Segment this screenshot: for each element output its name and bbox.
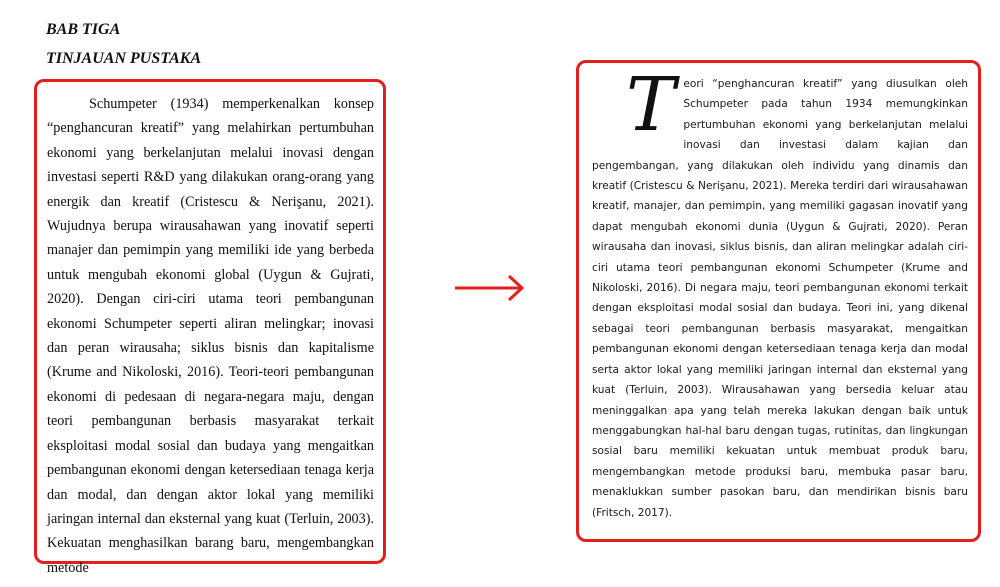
chapter-heading: BAB TIGA (46, 21, 121, 38)
rewritten-text-box (576, 60, 981, 542)
right-arrow-icon (453, 272, 527, 304)
rewritten-body: eori “penghancuran kreatif” yang diusulkan oleh Schumpeter pada tahun 1934 memungkinkan pertumbuhan ekonomi yang berkelanjutan melalui inovasi dan investasi dalam kajian dan pengembangan, yang dilakukan oleh individu yang dinamis dan kreatif (Cristescu & Nerişanu, 2021). Mereka terdiri dari wirausahawan kreatif, manajer, dan pemimpin, yang memiliki gagasan inovatif yang dapat mengubah ekonomi dunia (Uygun & Gujrati, 2020). Peran wirausaha dan inovasi, siklus bisnis, dan aliran melingkar adalah ciri-ciri utama teori pembangunan ekonomi Schumpeter (Krume and Nikoloski, 2016). Di negara maju, teori pembangunan ekonomi terkait dengan eksploitasi modal sosial dan budaya. Teori ini, yang dikenal sebagai teori pembangunan berbasis masyarakat, mengaitkan pembangunan ekonomi dengan ketersediaan tenaga kerja dan modal serta aktor lokal yang memiliki jaringan internal dan eksternal yang kuat (Terluin, 2003). Wirausahawan yang bersedia keluar atau meninggalkan apa yang telah mereka lakukan dengan baik untuk menggabungkan hal-hal baru dengan tugas, rutinitas, dan lingkungan sosial baru memiliki kekuatan untuk membuat produk baru, mengembangkan metode produksi baru, membuka pasar baru, menaklukkan sumber pasokan baru, dan mendirikan bisnis baru (Fritsch, 2017). (592, 78, 968, 519)
original-paragraph: Schumpeter (1934) memperkenalkan konsep “penghancuran kreatif” yang melahirkan pertumbuhan ekonomi yang berkelanjutan melalui inovasi dengan investasi seperti R&D yang dilakukan orang-orang yang energik dan kreatif (Cristescu & Nerişanu, 2021). Wujudnya berupa wirausahawan yang inovatif seperti manajer dan pemimpin yang memiliki ide yang berbeda untuk mengubah ekonomi global (Uygun & Gujrati, 2020). Dengan ciri-ciri utama teori pembangunan ekonomi Schumpeter seperti aliran melingkar; inovasi dan peran wirausaha; siklus bisnis dan kapitalisme (Krume and Nikoloski, 2016). Teori-teori pembangunan ekonomi di pedesaan di negara-negara maju, dengan teori pembangunan berbasis masyarakat terkait eksploitasi modal sosial dan budaya yang mengaitkan pembangunan ekonomi dengan ketersediaan tenaga kerja dan modal, dan dengan aktor lokal yang memiliki jaringan internal dan eksternal yang kuat (Terluin, 2003). Kekuatan menghasilkan barang baru, mengembangkan metode (47, 96, 374, 576)
rewritten-paragraph (592, 62, 968, 523)
section-heading: TINJAUAN PUSTAKA (46, 50, 202, 67)
original-text-box (34, 79, 386, 576)
drop-cap: T (626, 62, 676, 148)
